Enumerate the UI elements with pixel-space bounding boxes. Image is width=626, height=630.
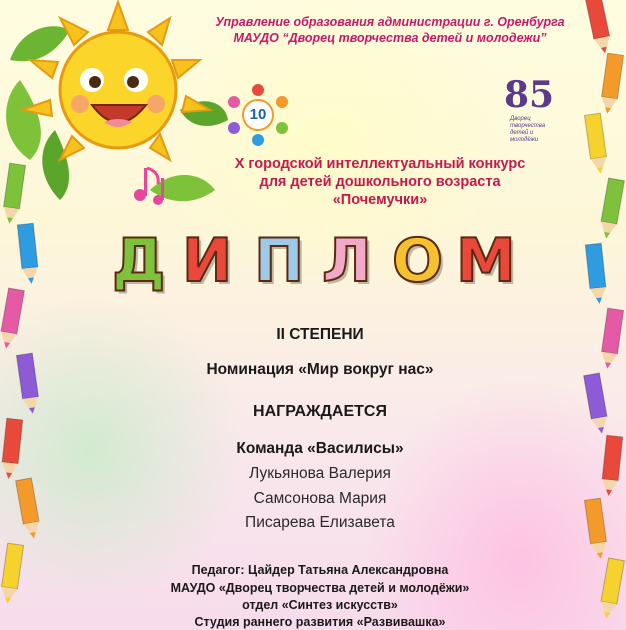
footer-teacher: Педагог: Цайдер Татьяна Александровна xyxy=(191,563,449,577)
logo-number: 10 xyxy=(249,106,267,123)
contest-line-3: «Почемучки» xyxy=(332,192,428,208)
title-letter-4: Л xyxy=(322,226,372,296)
member-name: Лукьянова Валерия xyxy=(249,465,391,482)
contest-line-1: X городской интеллектуальный конкурс xyxy=(234,156,526,172)
title-letter-2: И xyxy=(182,226,233,296)
palace-logo-number: 85 xyxy=(504,74,555,116)
member-name: Самсонова Мария xyxy=(253,490,387,507)
title-letter-5: О xyxy=(392,226,444,296)
title-letter-3: П xyxy=(254,226,305,296)
member-name: Писарева Елизавета xyxy=(245,514,395,531)
header-line-1: Управление образования администрации г. Оренбурга xyxy=(215,15,565,29)
footer-dept: отдел «Синтез искусств» xyxy=(242,598,398,612)
header-line-2: МАУДО “Дворец творчества детей и молодежи” xyxy=(233,31,547,45)
footer-org: МАУДО «Дворец творчества детей и молодёжи» xyxy=(170,581,470,595)
contest-line-2: для детей дошкольного возраста xyxy=(259,174,501,190)
team-name: Команда «Василисы» xyxy=(236,440,404,457)
palace-logo-caption: Дворец творчества детей и молодёжи xyxy=(510,116,546,143)
awarded-heading: НАГРАЖДАЕТСЯ xyxy=(253,403,387,420)
degree: II СТЕПЕНИ xyxy=(276,326,364,343)
nomination: Номинация «Мир вокруг нас» xyxy=(206,361,434,378)
title-letter-6: М xyxy=(456,226,516,296)
footer-studio: Студия раннего развития «Развивашка» xyxy=(194,615,446,629)
title-letter-1: Д xyxy=(112,226,166,296)
